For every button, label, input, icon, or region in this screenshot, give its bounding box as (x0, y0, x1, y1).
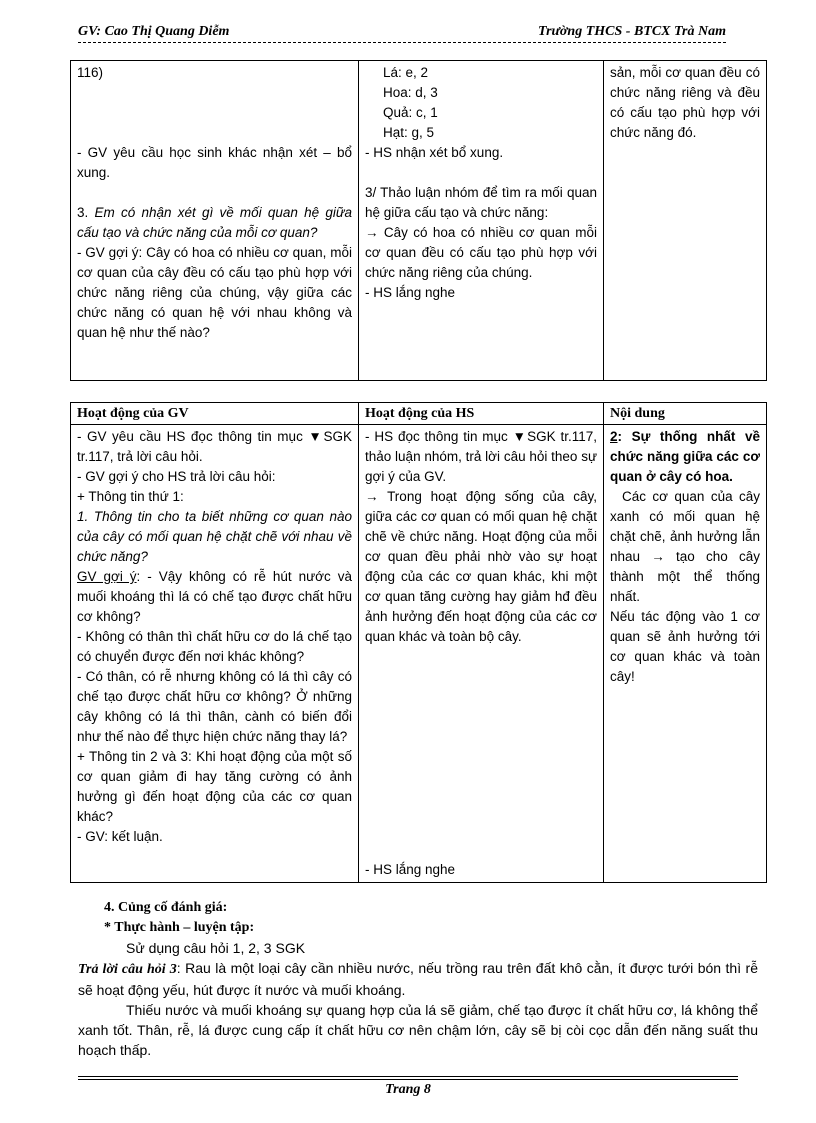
gv-request: - GV yêu cầu học sinh khác nhận xét – bổ xung. (77, 145, 352, 180)
lesson-table-continued (70, 60, 767, 381)
content-column: sản, mỗi cơ quan đều có chức năng riêng và đều có cấu tạo phù hợp với chức năng đó. (604, 61, 767, 381)
answer-3: Trả lời câu hỏi 3: Rau là một loại cây cần nhiều nước, nếu trồng rau trên đất khô cằn, ít được tưới bón thì rễ sẽ hoạt động yếu, hút được ít nước và muối khoáng. (78, 960, 758, 998)
teacher-name: GV: Cao Thị Quang Diễm (78, 24, 230, 39)
page-header (78, 24, 726, 44)
hs-activity: - HS đọc thông tin mục ▼SGK tr.117, thảo luận nhóm, trả lời câu hỏi theo sự gợi ý của GV. → Trong hoạt động sống của cây, giữa các cơ quan có mối quan hệ chặt chẽ về chức năng. Hoạt động của mỗi cơ quan đều phải nhờ vào sự hoạt động của các cơ quan khác, khi một cơ quan tăng cường hay giảm hđ đều ảnh hưởng đến hoạt động của các cơ quan khác và toàn bộ cây. - HS lắng nghe (359, 425, 604, 883)
footer-rule-double (78, 1079, 738, 1080)
gv-hint: - GV gợi ý: Cây có hoa có nhiều cơ quan, mỗi cơ quan của cây đều có cấu tạo phù hợp với chức năng riêng của chúng, vậy giữa các chức năng có quan hệ với nhau không và quan hệ như thế nào? (77, 245, 352, 340)
question-1: 1. Thông tin cho ta biết những cơ quan nào của cây có mối quan hệ chặt chẽ với nhau về chức năng? (77, 509, 352, 564)
section-2-title: 2: Sự thống nhất về chức năng giữa các cơ quan ở cây có hoa. (610, 429, 760, 484)
gv-hint-block: GV gợi ý: - Vậy không có rễ hút nước và muối khoáng thì lá có chế tạo được chất hữu cơ không? (77, 569, 352, 624)
header-content: Nội dung (604, 403, 767, 425)
gv-column: 116) - GV yêu cầu học sinh khác nhận xét – bổ xung. 3. Em có nhận xét gì về mối quan hệ giữa cấu tạo và chức năng của mỗi cơ quan? - GV gợi ý: Cây có hoa có nhiều cơ quan, mỗi cơ quan của cây đều có cấu tạo phù hợp với chức năng riêng của chúng, vậy giữa các chức năng có quan hệ với nhau không và quan hệ như thế nào? (71, 61, 359, 381)
discussion-answer: → Cây có hoa có nhiều cơ quan mỗi cơ quan đều có cấu tạo phù hợp với chức năng riêng của chúng. (365, 225, 597, 280)
summary-section: 4. Củng cố đánh giá: * Thực hành – luyện tập: Sử dụng câu hỏi 1, 2, 3 SGK Trả lời câu hỏi 3: Rau là một loại cây cần nhiều nước, nếu trồng rau trên đất khô cằn, ít được tưới bón thì rễ sẽ hoạt động yếu, hút được ít nước và muối khoáng. Thiếu nước và muối khoáng sự quang hợp của lá sẽ giảm, chế tạo được ít chất hữu cơ, lá không thể xanh tốt. Thân, rễ, lá được cung cấp ít chất hữu cơ nên chậm lớn, cây sẽ bị còi cọc dẫn đến năng suất thu hoạch thấp. (78, 900, 758, 1058)
footer-rule (78, 1076, 738, 1077)
activity-table (70, 402, 767, 883)
gv-activity: - GV yêu cầu HS đọc thông tin mục ▼SGK tr.117, trả lời câu hỏi. - GV gợi ý cho HS trả lời câu hỏi: + Thông tin thứ 1: 1. Thông tin cho ta biết những cơ quan nào của cây có mối quan hệ chặt chẽ với nhau về chức năng? GV gợi ý: - Vậy không có rễ hút nước và muối khoáng thì lá có chế tạo được chất hữu cơ không? - Không có thân thì chất hữu cơ do lá chế tạo có chuyển được đến nơi khác không? - Có thân, có rễ nhưng không có lá thì cây có chế tạo được chất hữu cơ không? Ở những cây không có lá thì thân, cành có biến đổi như thế nào để thực hiện chức năng thay lá? + Thông tin 2 và 3: Khi hoạt động của một số cơ quan giảm đi hay tăng cường có ảnh hưởng gì đến hoạt động của các cơ quan khác? - GV: kết luận. (71, 425, 359, 883)
content-activity: 2: Sự thống nhất về chức năng giữa các cơ quan ở cây có hoa. Các cơ quan của cây xanh có mối quan hệ chặt chẽ, ảnh hưởng lẫn nhau → tạo cho cây thành một thể thống nhất. Nếu tác động vào 1 cơ quan sẽ ảnh hưởng tới cơ quan khác và toàn cây! (604, 425, 767, 883)
page-number: Trang 8 (385, 1082, 431, 1097)
header-gv: Hoạt động của GV (71, 403, 359, 425)
question-3: 3. Em có nhận xét gì về mối quan hệ giữa cấu tạo và chức năng của mỗi cơ quan? (77, 205, 352, 240)
header-hs: Hoạt động của HS (359, 403, 604, 425)
header-divider (78, 42, 726, 43)
hs-column: Lá: e, 2 Hoa: d, 3 Quả: c, 1 Hạt: g, 5 - HS nhận xét bổ xung. 3/ Thảo luận nhóm để tìm ra mối quan hệ giữa cấu tạo và chức năng: → Cây có hoa có nhiều cơ quan mỗi cơ quan đều có cấu tạo phù hợp với chức năng riêng của chúng. - HS lắng nghe (359, 61, 604, 381)
school-name: Trường THCS - BTCX Trà Nam (538, 24, 726, 39)
discussion: 3/ Thảo luận nhóm để tìm ra mối quan hệ giữa cấu tạo và chức năng: (365, 185, 597, 220)
section-4-heading: 4. Củng cố đánh giá: (104, 900, 228, 915)
practice-heading: * Thực hành – luyện tập: (104, 920, 255, 935)
